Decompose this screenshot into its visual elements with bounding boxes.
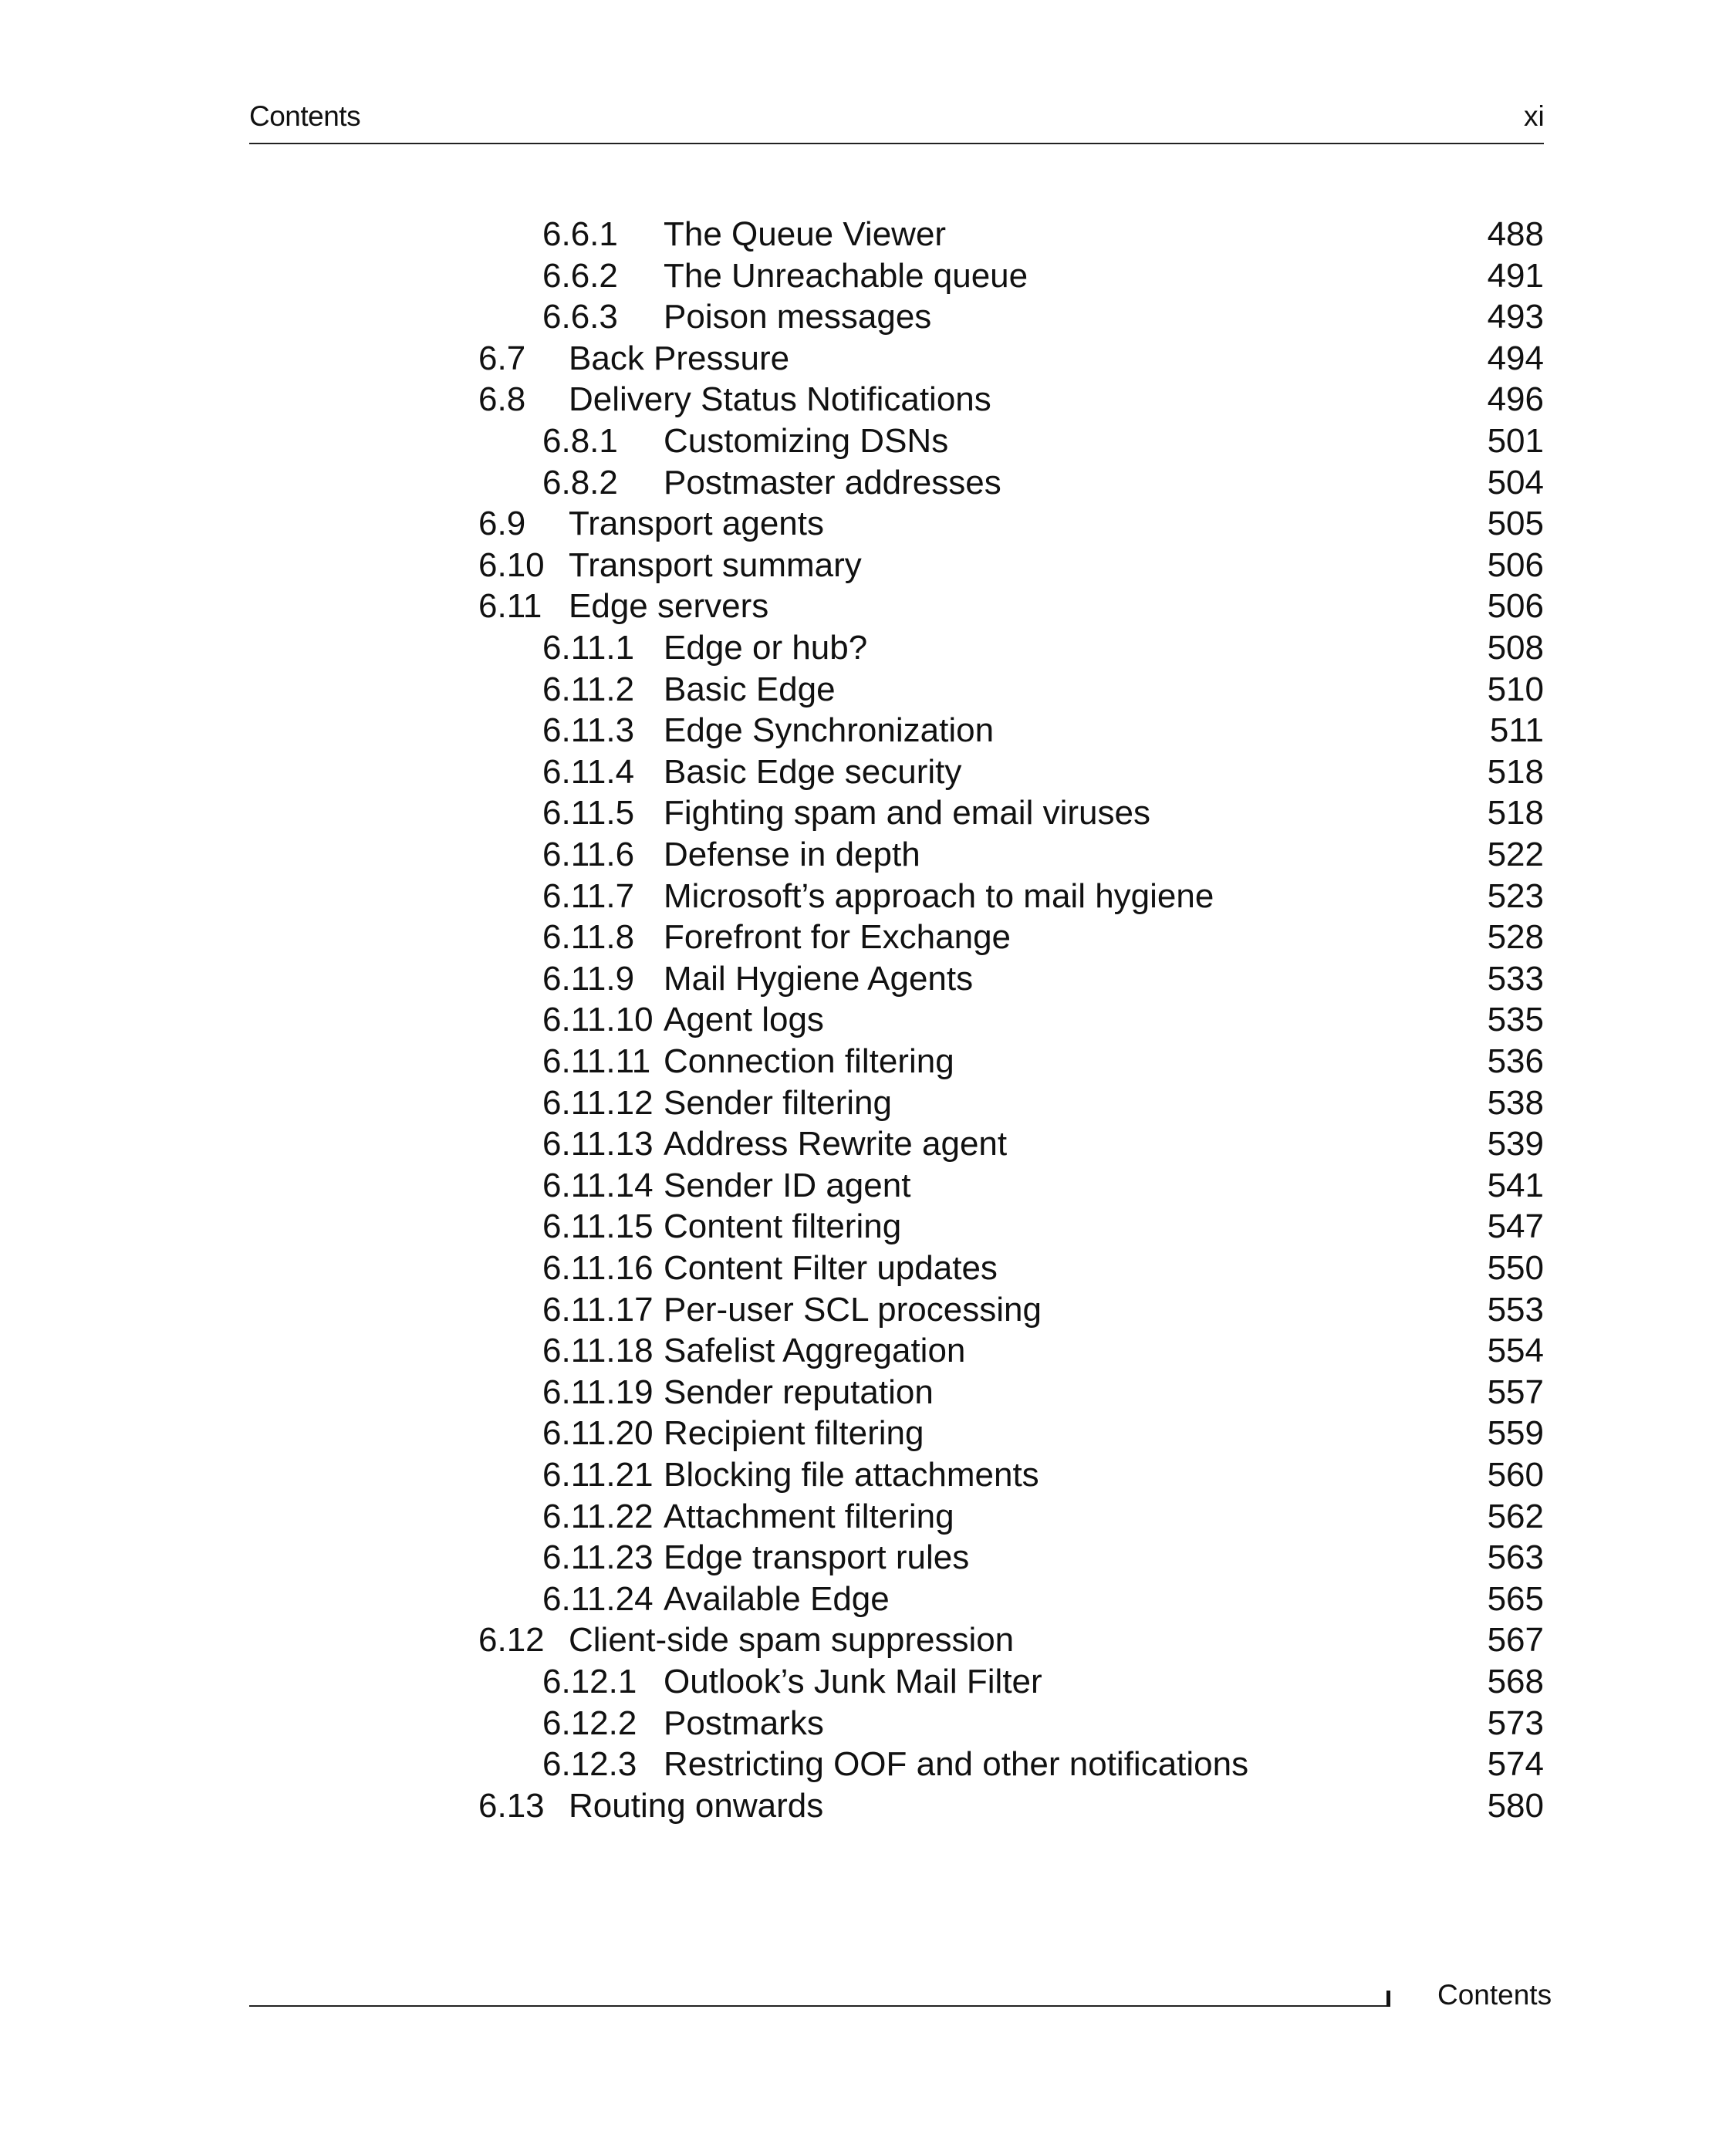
- toc-entry-page: 539: [1487, 1125, 1544, 1163]
- toc-entry-title: Transport agents: [569, 505, 824, 543]
- header-rule: [249, 143, 1544, 144]
- toc-entry-title: The Unreachable queue: [664, 256, 1028, 295]
- toc-entry-number: 6.11.4: [542, 752, 635, 791]
- toc-entry-page: 563: [1487, 1538, 1544, 1577]
- toc-entry[interactable]: [0, 1330, 1736, 1372]
- toc-entry[interactable]: [0, 1123, 1736, 1165]
- toc-entry-page: 538: [1487, 1083, 1544, 1122]
- toc-entry-page: 568: [1487, 1663, 1544, 1700]
- toc-entry-title: Sender filtering: [664, 1083, 892, 1122]
- toc-entry[interactable]: [0, 1785, 1736, 1827]
- toc-entry-number: 6.11: [478, 587, 542, 626]
- toc-entry-number: 6.7: [478, 339, 526, 377]
- toc-entry-title: Defense in depth: [664, 836, 920, 873]
- toc-entry-page: 491: [1487, 256, 1544, 295]
- toc-entry-page: 567: [1487, 1621, 1544, 1660]
- toc-entry-number: 6.11.19: [542, 1373, 654, 1411]
- toc-entry-title: Poison messages: [664, 298, 932, 336]
- toc-entry-page: 522: [1487, 836, 1544, 873]
- toc-entry-number: 6.11.3: [542, 711, 635, 750]
- toc-entry-title: Client-side spam suppression: [569, 1621, 1015, 1660]
- toc-entry-number: 6.11.8: [542, 918, 635, 957]
- toc-entry-number: 6.13: [478, 1786, 545, 1825]
- toc-entry[interactable]: [0, 1248, 1736, 1289]
- toc-entry[interactable]: [0, 1579, 1736, 1620]
- toc-entry-title: Safelist Aggregation: [664, 1332, 966, 1370]
- toc-entry[interactable]: [0, 503, 1736, 545]
- toc-entry[interactable]: [0, 214, 1736, 255]
- toc-entry[interactable]: [0, 917, 1736, 958]
- toc-entry-title: Outlook’s Junk Mail Filter: [664, 1663, 1042, 1700]
- toc-entry-page: 535: [1487, 1001, 1544, 1039]
- toc-entry-page: 496: [1487, 380, 1544, 419]
- toc-entry[interactable]: [0, 876, 1736, 917]
- toc-entry-page: 504: [1487, 463, 1544, 501]
- toc-entry-title: Content Filter updates: [664, 1249, 998, 1287]
- toc-entry-title: Restricting OOF and other notifications: [664, 1745, 1249, 1784]
- toc-entry-page: 562: [1487, 1497, 1544, 1535]
- toc-entry-page: 511: [1489, 711, 1544, 750]
- toc-entry-title: Blocking file attachments: [664, 1456, 1039, 1494]
- toc-entry-number: 6.11.22: [542, 1497, 654, 1535]
- toc-entry-number: 6.11.7: [542, 876, 635, 915]
- toc-entry[interactable]: [0, 1537, 1736, 1579]
- toc-entry-number: 6.8: [478, 380, 526, 419]
- toc-entry[interactable]: [0, 296, 1736, 338]
- toc-entry-title: The Queue Viewer: [664, 215, 947, 253]
- toc-entry-number: 6.11.10: [542, 1001, 654, 1039]
- toc-entry-page: 560: [1487, 1456, 1544, 1494]
- toc-entry[interactable]: [0, 999, 1736, 1041]
- toc-entry-number: 6.6.3: [542, 298, 618, 336]
- toc-entry-number: 6.11.13: [542, 1125, 654, 1163]
- toc-entry-title: Agent logs: [664, 1001, 824, 1039]
- footer-label: Contents: [1437, 1979, 1552, 2011]
- toc-entry-number: 6.11.12: [542, 1083, 654, 1122]
- toc-entry[interactable]: [0, 1661, 1736, 1703]
- toc-entry-title: Recipient filtering: [664, 1414, 924, 1453]
- page-number: xi: [1524, 100, 1545, 132]
- toc-entry[interactable]: [0, 545, 1736, 586]
- toc-entry-page: 541: [1487, 1166, 1544, 1204]
- toc-entry[interactable]: [0, 710, 1736, 751]
- toc-entry-number: 6.11.20: [542, 1414, 654, 1453]
- toc-entry-number: 6.12.2: [542, 1704, 637, 1742]
- toc-entry-page: 510: [1487, 670, 1544, 708]
- toc-entry-title: Edge transport rules: [664, 1538, 970, 1577]
- toc-entry-number: 6.12: [478, 1621, 545, 1660]
- toc-entry-number: 6.11.6: [542, 836, 635, 873]
- toc-entry-title: Customizing DSNs: [664, 422, 949, 460]
- toc-entry[interactable]: [0, 1041, 1736, 1082]
- toc-entry-number: 6.11.14: [542, 1166, 654, 1204]
- toc-entry-number: 6.11.21: [542, 1456, 654, 1494]
- toc-entry[interactable]: [0, 834, 1736, 876]
- toc-entry-title: Connection filtering: [664, 1042, 954, 1080]
- toc-entry-number: 6.11.24: [542, 1579, 654, 1618]
- toc-entry[interactable]: [0, 1289, 1736, 1331]
- toc-entry[interactable]: [0, 792, 1736, 834]
- toc-entry-title: Fighting spam and email viruses: [664, 794, 1150, 832]
- toc-entry[interactable]: [0, 586, 1736, 627]
- toc-entry-title: Available Edge: [664, 1579, 890, 1618]
- toc-entry[interactable]: [0, 1454, 1736, 1496]
- toc-entry[interactable]: [0, 1744, 1736, 1785]
- toc-entry[interactable]: [0, 255, 1736, 297]
- toc-entry-number: 6.10: [478, 545, 545, 584]
- toc-entry-number: 6.9: [478, 505, 526, 543]
- toc-entry[interactable]: [0, 1082, 1736, 1124]
- toc-entry[interactable]: [0, 1496, 1736, 1538]
- toc-entry-number: 6.11.16: [542, 1249, 654, 1287]
- toc-entry-number: 6.11.18: [542, 1332, 654, 1370]
- toc-entry[interactable]: [0, 669, 1736, 711]
- toc-entry-page: 547: [1487, 1207, 1544, 1246]
- toc-entry-page: 501: [1487, 422, 1544, 460]
- toc-entry[interactable]: [0, 1703, 1736, 1744]
- toc-entry-page: 536: [1487, 1042, 1544, 1080]
- toc-entry[interactable]: [0, 627, 1736, 669]
- toc-entry-title: Edge Synchronization: [664, 711, 995, 750]
- toc-entry-title: Routing onwards: [569, 1786, 824, 1825]
- toc-entry-number: 6.6.2: [542, 256, 618, 295]
- toc-entry-page: 508: [1487, 629, 1544, 667]
- toc-entry-title: Edge or hub?: [664, 629, 868, 667]
- toc-entry-page: 488: [1487, 215, 1544, 253]
- toc-entry-number: 6.11.15: [542, 1207, 654, 1246]
- toc-entry[interactable]: [0, 1413, 1736, 1454]
- toc-entry-title: Postmaster addresses: [664, 463, 1001, 501]
- toc-entry-page: 528: [1487, 918, 1544, 957]
- toc-entry-title: Per-user SCL processing: [664, 1290, 1042, 1329]
- toc-entry-number: 6.11.9: [542, 959, 635, 998]
- toc-entry-page: 559: [1487, 1414, 1544, 1453]
- toc-entry[interactable]: [0, 958, 1736, 1000]
- toc-entry-title: Basic Edge security: [664, 752, 962, 791]
- toc-entry[interactable]: [0, 1165, 1736, 1207]
- toc-entry-number: 6.12.1: [542, 1663, 637, 1700]
- toc-entry-number: 6.11.1: [542, 629, 635, 667]
- toc-entry-title: Microsoft’s approach to mail hygiene: [664, 876, 1214, 915]
- toc-entry[interactable]: [0, 338, 1736, 380]
- toc-entry-title: Mail Hygiene Agents: [664, 959, 974, 998]
- toc-entry-number: 6.11.2: [542, 670, 635, 708]
- toc-entry-page: 505: [1487, 505, 1544, 543]
- toc-entry-number: 6.6.1: [542, 215, 618, 253]
- running-header-title: Contents: [249, 100, 361, 132]
- toc-entry-page: 518: [1487, 794, 1544, 832]
- toc-entry[interactable]: [0, 1619, 1736, 1661]
- toc-entry-title: Edge servers: [569, 587, 769, 626]
- toc-entry-page: 493: [1487, 298, 1544, 336]
- footer-thumb-mark: [1386, 1991, 1390, 2007]
- toc-entry-page: 557: [1487, 1373, 1544, 1411]
- toc-entry-title: Forefront for Exchange: [664, 918, 1012, 957]
- toc-entry-title: Content filtering: [664, 1207, 902, 1246]
- toc-entry[interactable]: [0, 1206, 1736, 1248]
- toc-entry-number: 6.12.3: [542, 1745, 637, 1784]
- toc-entry-title: Sender ID agent: [664, 1166, 911, 1204]
- toc-entry-title: Sender reputation: [664, 1373, 934, 1411]
- toc-entry-number: 6.8.2: [542, 463, 618, 501]
- toc-entry-page: 518: [1487, 752, 1544, 791]
- toc-entry-number: 6.11.17: [542, 1290, 654, 1329]
- toc-entry-title: Delivery Status Notifications: [569, 380, 991, 419]
- toc-entry-page: 506: [1487, 587, 1544, 626]
- toc-entry-page: 533: [1487, 959, 1544, 998]
- toc-entry-page: 574: [1487, 1745, 1544, 1784]
- toc-entry[interactable]: [0, 379, 1736, 420]
- toc-entry-number: 6.11.11: [542, 1042, 651, 1080]
- toc-entry-page: 573: [1487, 1704, 1544, 1742]
- toc-entry-page: 580: [1487, 1786, 1544, 1825]
- toc-entry[interactable]: [0, 751, 1736, 793]
- toc-entry-number: 6.11.5: [542, 794, 635, 832]
- toc-entry[interactable]: [0, 420, 1736, 462]
- toc-entry-page: 494: [1487, 339, 1544, 377]
- toc-entry-number: 6.8.1: [542, 422, 618, 460]
- toc-entry-title: Postmarks: [664, 1704, 824, 1742]
- toc-entry-page: 506: [1487, 545, 1544, 584]
- toc-entry-title: Address Rewrite agent: [664, 1125, 1008, 1163]
- toc-entry-page: 554: [1487, 1332, 1544, 1370]
- toc-entry-title: Back Pressure: [569, 339, 790, 377]
- toc-entry-page: 523: [1487, 876, 1544, 915]
- toc-entry-page: 550: [1487, 1249, 1544, 1287]
- toc-entry-page: 553: [1487, 1290, 1544, 1329]
- toc-entry-title: Transport summary: [569, 545, 862, 584]
- toc-entry-page: 565: [1487, 1579, 1544, 1618]
- toc-entry-title: Attachment filtering: [664, 1497, 954, 1535]
- toc-entry-title: Basic Edge: [664, 670, 836, 708]
- toc-entry-number: 6.11.23: [542, 1538, 654, 1577]
- toc-entry[interactable]: [0, 462, 1736, 504]
- toc-entry[interactable]: [0, 1372, 1736, 1413]
- footer-rule: [249, 2005, 1390, 2007]
